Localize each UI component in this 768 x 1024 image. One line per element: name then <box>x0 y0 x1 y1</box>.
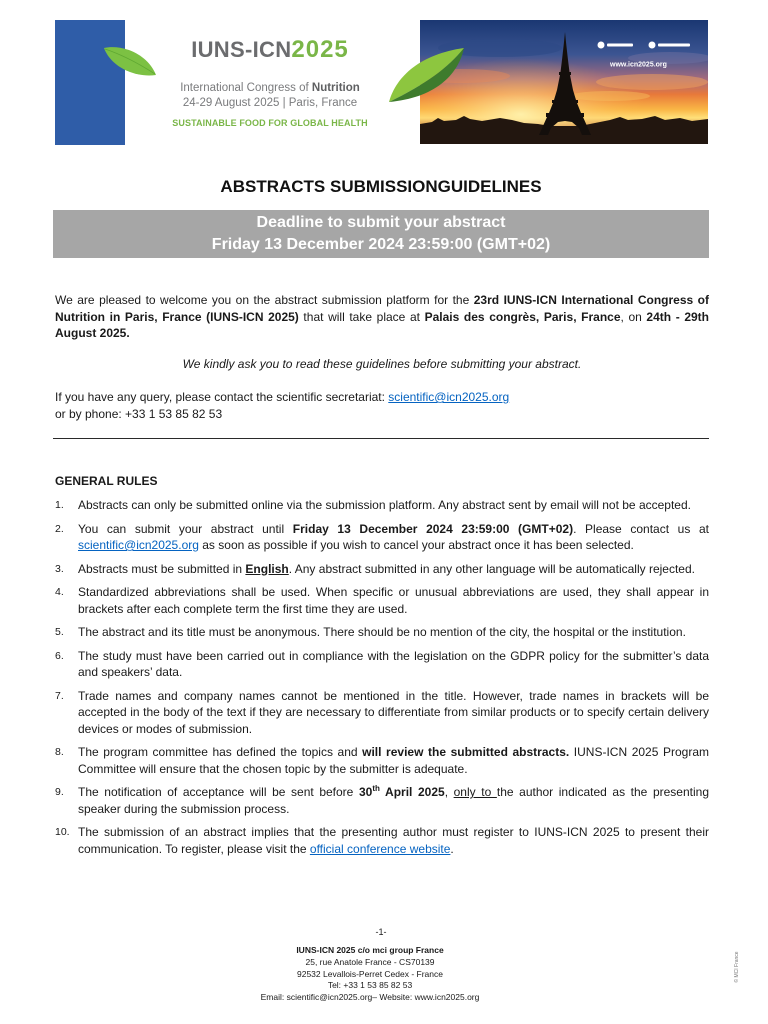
rule-text <box>78 784 709 817</box>
intro-venue: Palais des congrès, Paris, France <box>424 309 621 324</box>
rule-item <box>55 744 709 777</box>
intro-congress-name: 23rd IUNS-ICN International Congress of Nutrition in Paris, France (IUNS-ICN 2025) <box>55 293 709 324</box>
rule-text-part: IUNS-ICN 2025 Program Committee will ensure that the chosen topic by the submitter is adequate. <box>78 745 709 776</box>
rule-item <box>55 521 709 554</box>
banner-website: www.icn2025.org <box>610 61 667 69</box>
rule-review-bold: will review the submitted abstracts. <box>362 745 570 759</box>
rule-number: 7. <box>55 689 64 702</box>
deadline-label: Deadline to submit your abstract <box>256 214 506 231</box>
rule-number: 2. <box>55 522 64 535</box>
notification-day: 30 <box>358 785 373 799</box>
rule-text <box>78 521 709 554</box>
rule-text: Abstracts can only be submitted online via the submission platform. Any abstract sent by email will not be accepted. <box>78 498 691 512</box>
rule-number: 6. <box>55 649 64 662</box>
brand-color-block <box>55 20 125 145</box>
conference-website-link[interactable]: official conference website <box>309 841 451 856</box>
footer-phone: Tel: +33 1 53 85 82 53 <box>327 980 413 991</box>
rule-item <box>55 561 709 578</box>
general-rules-list <box>55 497 709 864</box>
rule-deadline-bold: Friday 13 December 2024 23:59:00 (GMT+02) <box>292 521 574 536</box>
rule-text-part: The program committee has defined the topics and <box>78 745 363 759</box>
contact-query-line <box>55 389 709 406</box>
rule-text: Standardized abbreviations shall be used. When specific or unusual abbreviations are used, they shall appear in brackets after each complete term the first time they are used. <box>78 585 709 616</box>
logo-acronym: IUNS-ICN <box>191 37 292 62</box>
general-rules-heading: GENERAL RULES <box>55 474 158 488</box>
rule-text-part: as soon as possible if you wish to cancel your abstract once it has been selected. <box>198 538 634 552</box>
read-guidelines-notice: We kindly ask you to read these guidelines before submitting your abstract. <box>182 357 582 371</box>
copyright-note: © MCI France <box>734 951 740 983</box>
rule-item <box>55 648 709 681</box>
page-number: -1- <box>375 927 387 937</box>
rule-number: 8. <box>55 746 64 758</box>
rule-text-part: The notification of acceptance will be sent before <box>78 785 359 799</box>
deadline-datetime: Friday 13 December 2024 23:59:00 (GMT+02) <box>211 236 551 253</box>
rule-language-bold: English <box>245 561 289 576</box>
footer-address-line: 25, rue Anatole France - CS70139 <box>305 956 435 967</box>
intro-text: that will take place at <box>298 309 425 324</box>
rule-text: The abstract and its title must be anonymous. There should be no mention of the city, the hospital or the institution. <box>78 625 686 639</box>
intro-text: , on <box>620 309 647 324</box>
congress-name-line <box>170 81 370 95</box>
section-divider <box>53 438 709 439</box>
footer-address <box>170 945 570 1004</box>
contact-query-text: If you have any query, please contact the scientific secretariat: <box>55 390 389 404</box>
rule-item <box>55 497 709 514</box>
footer-organisation: IUNS-ICN 2025 c/o mci group France <box>296 945 444 955</box>
rule-text <box>78 824 709 857</box>
rule-text-part: . Any abstract submitted in any other language will be automatically rejected. <box>288 561 695 576</box>
contact-block <box>55 389 709 422</box>
rule-text-part: . Please contact us at <box>573 521 709 536</box>
logo-year: 2025 <box>291 36 349 63</box>
intro-dates: 24th - 29th August 2025. <box>55 309 710 340</box>
rule-item <box>55 584 709 617</box>
congress-dates: 24-29 August 2025 | Paris, France <box>182 97 358 109</box>
rule-text: The study must have been carried out in compliance with the legislation on the GDPR policy for the submitter’s data and speakers’ data. <box>78 648 709 679</box>
rule-number: 5. <box>55 626 64 638</box>
rule-underlined: only to <box>453 785 497 799</box>
congress-tagline: SUSTAINABLE FOOD FOR GLOBAL HEALTH <box>172 118 368 128</box>
rule-text-part: , <box>444 785 454 799</box>
contact-phone: or by phone: +33 1 53 85 82 53 <box>55 406 223 421</box>
page-title: ABSTRACTS SUBMISSIONGUIDELINES <box>220 177 542 196</box>
rule-item <box>55 624 709 641</box>
rule-text: Trade names and company names cannot be mentioned in the title. However, trade names in brackets will be accepted in the body of the text if they are necessary to differentiate from similar products or to specify certain delivery devices or modes of submission. <box>78 688 709 736</box>
rule-item <box>55 784 709 817</box>
notification-day-suffix: th <box>372 784 380 793</box>
secretariat-email-link[interactable]: scientific@icn2025.org <box>388 390 510 404</box>
congress-prefix: International Congress of <box>180 82 312 94</box>
congress-logo <box>170 36 370 64</box>
rule-number: 9. <box>55 786 64 798</box>
rule-email-link[interactable]: scientific@icn2025.org <box>78 538 199 552</box>
rule-text-part: Abstracts must be submitted in <box>78 561 246 576</box>
leaf-icon <box>103 45 157 79</box>
rule-number: 10. <box>55 826 70 838</box>
notification-month-year: April 2025 <box>379 785 445 799</box>
intro-paragraph <box>55 292 709 342</box>
rule-text-part: You can submit your abstract until <box>78 521 293 536</box>
intro-text: We are pleased to welcome you on the abstract submission platform for the <box>55 293 474 307</box>
rule-text-part: The submission of an abstract implies that the presenting author must register to IUNS-ICN 2025 to present their communication. To register, please visit the <box>78 825 709 856</box>
rule-text-part: . <box>450 841 454 856</box>
footer-email-website: Email: scientific@icn2025.org– Website: www.icn2025.org <box>260 992 480 1003</box>
footer-address-line: 92532 Levallois-Perret Cedex - France <box>297 968 443 979</box>
rule-number: 3. <box>55 562 64 575</box>
leaf-icon <box>386 46 466 104</box>
rule-text-part: the author indicated as the presenting speaker during the submission process. <box>78 785 709 816</box>
rule-notification-date <box>359 785 445 799</box>
rule-text <box>78 561 709 578</box>
rule-item <box>55 824 709 857</box>
rule-text <box>78 744 709 777</box>
rule-number: 4. <box>55 586 64 598</box>
rule-number: 1. <box>55 499 64 511</box>
rule-item <box>55 688 709 738</box>
congress-emphasis: Nutrition <box>311 82 360 94</box>
deadline-banner <box>53 210 709 258</box>
